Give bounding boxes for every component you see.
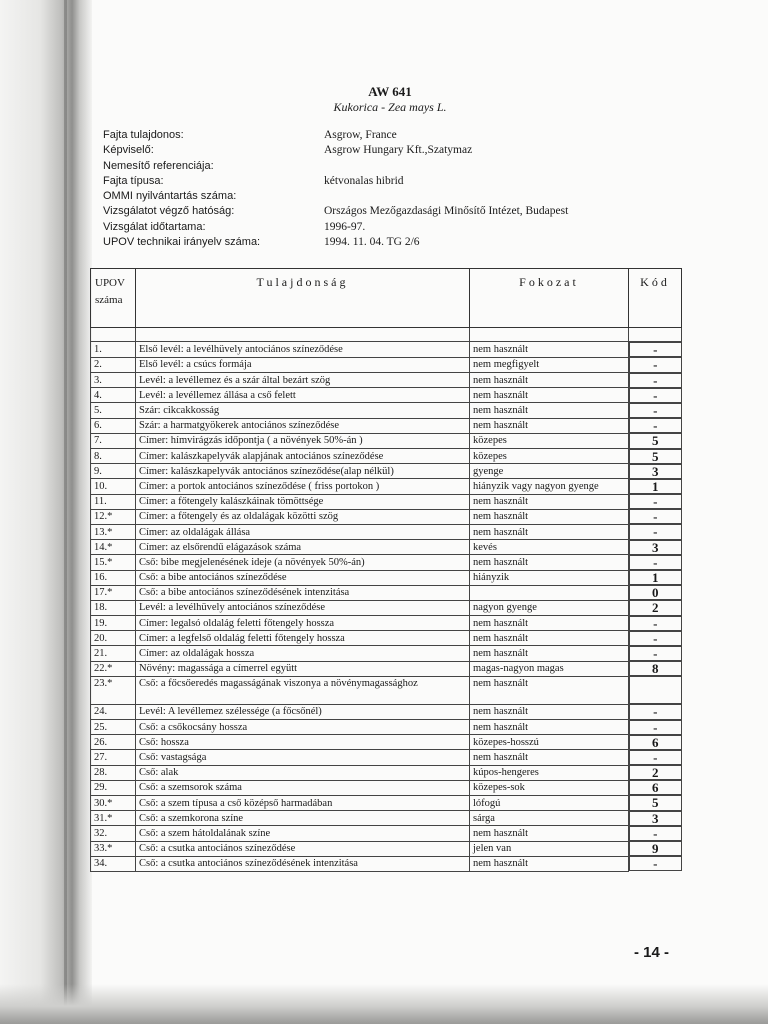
table-row [91,357,682,372]
code-cell: 5 [629,795,682,810]
metadata-row [103,189,663,204]
table-row [91,494,682,509]
upov-number-cell: 11. [91,494,136,509]
code-cell: - [629,342,682,357]
upov-number-cell: 7. [91,433,136,448]
code-cell: - [629,357,682,372]
code-cell: - [629,616,682,631]
table-row [91,509,682,524]
property-cell: Cső: a főcsőeredés magasságának viszonya a növénymagassághoz [136,676,470,704]
code-cell: - [629,494,682,509]
table-row [91,795,682,810]
grade-cell: sárga [470,811,629,826]
property-cell: Levél: a levélhüvely antociános színeződése [136,600,470,615]
upov-number-cell: 17.* [91,585,136,600]
grade-cell: nem használt [470,373,629,388]
grade-cell: közepes-hosszú [470,735,629,750]
grade-cell: nem használt [470,388,629,403]
property-cell: Cső: a szemsorok száma [136,780,470,795]
code-cell: - [629,856,682,871]
grade-cell: hiányzik vagy nagyon gyenge [470,479,629,494]
code-cell: 5 [629,433,682,448]
metadata-value: kétvonalas hibrid [324,174,404,187]
code-cell: 8 [629,661,682,676]
code-cell: - [629,388,682,403]
grade-cell: gyenge [470,464,629,479]
grade-cell: nem használt [470,509,629,524]
table-row [91,856,682,871]
grade-cell: jelen van [470,841,629,856]
code-cell: 6 [629,780,682,795]
upov-number-cell: 32. [91,826,136,841]
table-row [91,449,682,464]
property-cell: Címer: kalászkapelyvák alapjának antociános színeződése [136,449,470,464]
upov-number-cell: 10. [91,479,136,494]
grade-cell: nem használt [470,750,629,765]
grade-cell: kúpos-hengeres [470,765,629,780]
table-row [91,585,682,600]
table-row [91,780,682,795]
code-cell: 5 [629,449,682,464]
upov-number-cell: 27. [91,750,136,765]
metadata-row [103,143,663,158]
code-cell: - [629,418,682,433]
code-cell: 9 [629,841,682,856]
property-cell: Címer: a főtengely kalászkáinak tömöttsége [136,494,470,509]
upov-number-cell: 16. [91,570,136,585]
property-cell: Cső: bibe megjelenésének ideje (a növények 50%-án) [136,555,470,570]
code-cell: 3 [629,540,682,555]
table-row [91,570,682,585]
code-cell: 2 [629,600,682,615]
grade-cell: nem használt [470,418,629,433]
grade-cell: nem használt [470,403,629,418]
grade-cell: nem használt [470,826,629,841]
metadata-label: Vizsgálatot végző hatóság: [103,205,235,218]
table-row [91,826,682,841]
grade-cell: nem használt [470,720,629,735]
binding-fold-line [64,0,67,1024]
metadata-label: Fajta típusa: [103,174,164,187]
variety-metadata [103,128,663,250]
grade-cell: kevés [470,540,629,555]
grade-cell: nem használt [470,646,629,661]
property-cell: Első levél: a levélhüvely antociános színeződése [136,342,470,358]
table-row [91,418,682,433]
header-code: Kód [629,269,682,328]
grade-cell: lófogú [470,795,629,810]
variety-code: AW 641 [368,84,412,99]
table-row [91,524,682,539]
property-cell: Cső: a csutka antociános színeződése [136,841,470,856]
metadata-label: Vizsgálat időtartama: [103,220,206,233]
header-grade: Fokozat [470,269,629,328]
upov-number-cell: 25. [91,720,136,735]
code-cell: 2 [629,765,682,780]
grade-cell: nem használt [470,856,629,871]
upov-number-cell: 21. [91,646,136,661]
grade-cell: közepes [470,433,629,448]
property-cell: Címer: a legfelső oldalág feletti főtengely hossza [136,631,470,646]
code-cell: 1 [629,570,682,585]
table-row [91,616,682,631]
table-row [91,646,682,661]
metadata-row [103,174,663,189]
upov-number-cell: 2. [91,357,136,372]
property-cell: Szár: cikcakkosság [136,403,470,418]
table-row [91,433,682,448]
upov-number-cell: 30.* [91,795,136,810]
property-cell: Cső: a szem típusa a cső középső harmadában [136,795,470,810]
property-cell: Cső: a szem hátoldalának színe [136,826,470,841]
metadata-label: Nemesítő referenciája: [103,159,214,172]
code-cell: - [629,704,682,719]
upov-number-cell: 15.* [91,555,136,570]
upov-number-cell: 8. [91,449,136,464]
table-row [91,479,682,494]
code-cell: 3 [629,464,682,479]
code-cell: - [629,524,682,539]
code-cell: 0 [629,585,682,600]
metadata-label: UPOV technikai irányelv száma: [103,236,261,249]
upov-number-cell: 20. [91,631,136,646]
code-cell: - [629,826,682,841]
property-cell: Szár: a harmatgyökerek antociános színeződése [136,418,470,433]
code-cell: 1 [629,479,682,494]
table-row [91,720,682,735]
scan-bottom-shadow [0,984,768,1024]
grade-cell: nem használt [470,616,629,631]
table-row [91,676,682,704]
table-row [91,631,682,646]
metadata-row [103,235,663,250]
upov-number-cell: 29. [91,780,136,795]
table-row [91,540,682,555]
grade-cell: nem használt [470,676,629,704]
code-cell: - [629,646,682,661]
property-cell: Levél: a levéllemez és a szár által bezárt szög [136,373,470,388]
metadata-row [103,128,663,143]
table-header-row [91,269,682,328]
property-cell: Növény: magassága a címerrel együtt [136,661,470,676]
property-cell: Levél: A levéllemez szélessége (a főcsőnél) [136,704,470,719]
metadata-label: OMMI nyilvántartás száma: [103,190,237,203]
upov-number-cell: 28. [91,765,136,780]
table-row [91,403,682,418]
grade-cell: nem használt [470,631,629,646]
upov-number-cell: 9. [91,464,136,479]
table-row [91,735,682,750]
table-row [91,750,682,765]
table-row [91,600,682,615]
upov-number-cell: 34. [91,856,136,871]
property-cell: Cső: a bibe antociános színeződése [136,570,470,585]
code-cell [629,676,682,704]
property-cell: Címer: az oldalágak hossza [136,646,470,661]
property-cell: Cső: alak [136,765,470,780]
upov-number-cell: 6. [91,418,136,433]
property-cell: Levél: a levéllemez állása a cső felett [136,388,470,403]
upov-number-cell: 23.* [91,676,136,704]
property-cell: Cső: a szemkorona színe [136,811,470,826]
table-row [91,342,682,358]
header-upov-number: UPOV száma [91,269,136,328]
upov-number-cell: 13.* [91,524,136,539]
table-row [91,388,682,403]
grade-cell: nem használt [470,524,629,539]
species-name: Kukorica - Zea mays L. [333,100,447,114]
property-cell: Címer: kalászkapelyvák antociános színeződése(alap nélkül) [136,464,470,479]
property-cell: Cső: vastagsága [136,750,470,765]
table-row [91,704,682,719]
grade-cell: hiányzik [470,570,629,585]
table-row [91,661,682,676]
upov-number-cell: 5. [91,403,136,418]
metadata-label: Képviselő: [103,144,154,157]
upov-number-cell: 19. [91,616,136,631]
properties-table [90,268,682,872]
code-cell: - [629,750,682,765]
metadata-row [103,204,663,219]
upov-number-cell: 33.* [91,841,136,856]
code-cell: 3 [629,811,682,826]
property-cell: Cső: a csőkocsány hossza [136,720,470,735]
table-row [91,765,682,780]
table-row [91,373,682,388]
upov-number-cell: 4. [91,388,136,403]
property-cell: Címer: az oldalágak állása [136,524,470,539]
metadata-value: Országos Mezőgazdasági Minősítő Intézet, Budapest [324,205,569,218]
code-cell: - [629,373,682,388]
grade-cell: közepes-sok [470,780,629,795]
grade-cell: nem használt [470,494,629,509]
property-cell: Címer: az elsőrendű elágazások száma [136,540,470,555]
code-cell: 6 [629,735,682,750]
binding-shadow [0,0,92,1024]
property-cell: Cső: a bibe antociános színeződésének intenzitása [136,585,470,600]
property-cell: Első levél: a csúcs formája [136,357,470,372]
metadata-row [103,220,663,235]
property-cell: Címer: a portok antociános színeződése ( friss portokon ) [136,479,470,494]
code-cell: - [629,509,682,524]
table-body [91,328,682,872]
table-row [91,464,682,479]
property-cell: Címer: a főtengely és az oldalágak közötti szög [136,509,470,524]
property-cell: Cső: a csutka antociános színeződésének intenzitása [136,856,470,871]
document-header [300,84,480,114]
grade-cell: magas-nagyon magas [470,661,629,676]
upov-number-cell: 18. [91,600,136,615]
property-cell: Cső: hossza [136,735,470,750]
upov-number-cell: 24. [91,704,136,719]
upov-number-cell: 22.* [91,661,136,676]
page-number: - 14 - [634,944,670,961]
grade-cell: nem megfigyelt [470,357,629,372]
table-row [91,841,682,856]
code-cell: - [629,555,682,570]
grade-cell: nagyon gyenge [470,600,629,615]
table-row [91,811,682,826]
metadata-row [103,159,663,174]
upov-number-cell: 14.* [91,540,136,555]
table-spacer [91,328,682,342]
upov-number-cell: 31.* [91,811,136,826]
grade-cell: közepes [470,449,629,464]
metadata-value: Asgrow, France [324,129,397,141]
upov-number-cell: 12.* [91,509,136,524]
metadata-label: Fajta tulajdonos: [103,129,184,141]
code-cell: - [629,720,682,735]
upov-number-cell: 1. [91,342,136,358]
upov-number-cell: 26. [91,735,136,750]
table-row [91,555,682,570]
grade-cell: nem használt [470,704,629,719]
property-cell: Címer: legalsó oldalág feletti főtengely hossza [136,616,470,631]
upov-number-cell: 3. [91,373,136,388]
code-cell: - [629,631,682,646]
metadata-value: Asgrow Hungary Kft.,Szatymaz [324,144,473,157]
metadata-value: 1996-97. [324,220,366,233]
grade-cell: nem használt [470,555,629,570]
grade-cell [470,585,629,600]
property-cell: Címer: hímvirágzás időpontja ( a növények 50%-án ) [136,433,470,448]
metadata-value: 1994. 11. 04. TG 2/6 [324,236,420,249]
header-property: Tulajdonság [136,269,470,328]
grade-cell: nem használt [470,342,629,358]
code-cell: - [629,403,682,418]
